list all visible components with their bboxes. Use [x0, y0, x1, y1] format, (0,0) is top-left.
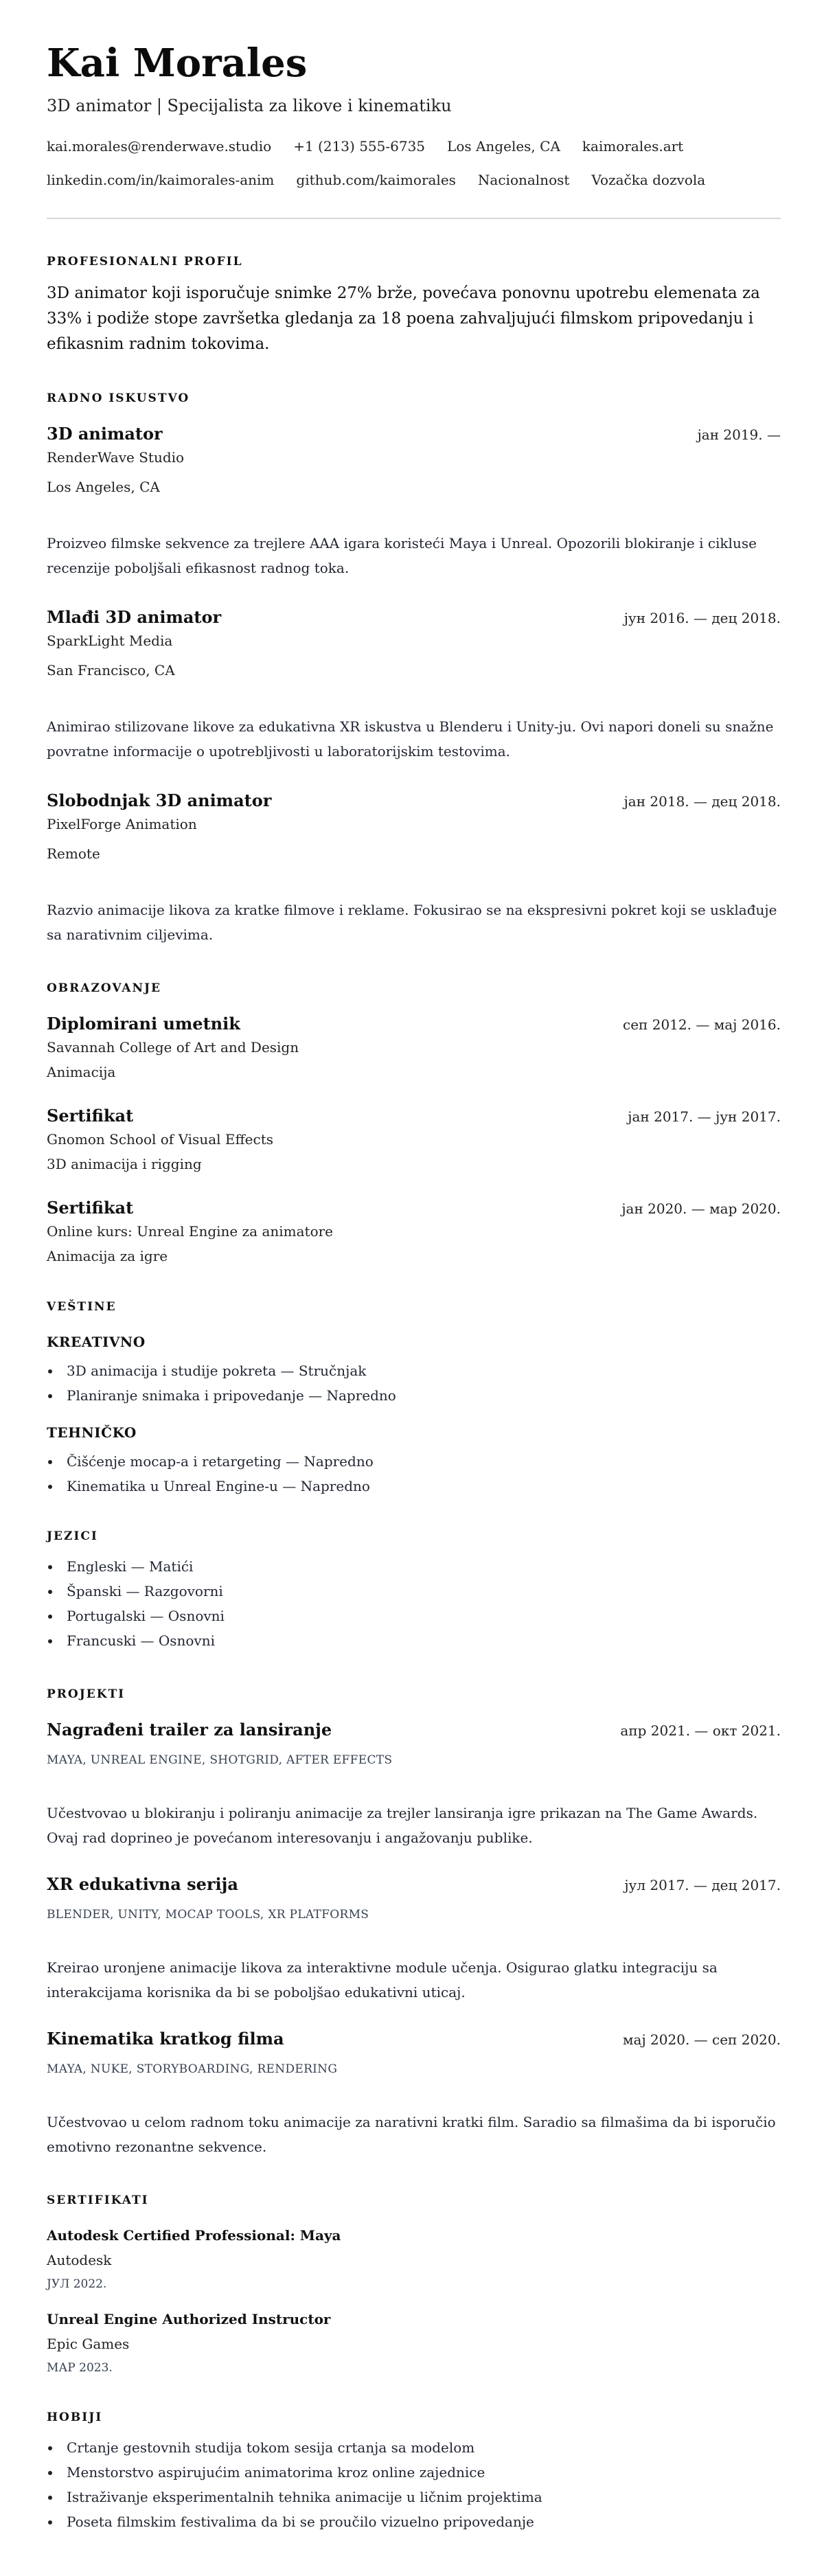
- project-tech: MAYA, UNREAL ENGINE, SHOTGRID, AFTER EFFECTS: [47, 1753, 393, 1767]
- project-title: Kinematika kratkog filma: [47, 2029, 284, 2049]
- certification-issuer: Epic Games: [47, 2336, 130, 2352]
- job-dates: јан 2018. — дец 2018.: [623, 793, 781, 810]
- language-item: Španski — Razgovorni: [47, 1579, 781, 1604]
- contact-phone[interactable]: +1 (213) 555-6735: [293, 138, 426, 155]
- project-entry: [47, 2029, 781, 2159]
- project-dates: апр 2021. — окт 2021.: [620, 1722, 781, 1739]
- project-dates: јул 2017. — дец 2017.: [624, 1877, 781, 1893]
- contact-linkedin[interactable]: linkedin.com/in/kaimorales-anim: [47, 172, 275, 188]
- job-title: Mlađi 3D animator: [47, 607, 222, 627]
- project-description: Kreirao uronjene animacije likova za interaktivne module učenja. Osigurao glatku integraciju sa interakcijama korisnika da bi se poboljšao edukativni uticaj.: [47, 1959, 718, 2001]
- project-entry: [47, 1874, 781, 2005]
- degree: Sertifikat: [47, 1198, 134, 1218]
- job-company: SparkLight Media: [47, 632, 173, 649]
- skill-item: 3D animacija i studije pokreta — Stručnjak: [47, 1358, 781, 1383]
- project-title: XR edukativna serija: [47, 1874, 238, 1894]
- skill-list: [47, 1449, 781, 1498]
- job-entry: [47, 607, 781, 764]
- profile-section: [47, 255, 781, 357]
- job-description: Proizveo filmske sekvence za trejlere AAA igara koristeći Maya i Unreal. Opozorili blokiranje i cikluse recenzije poboljšali efikasnost radnog toka.: [47, 535, 757, 576]
- certification-date: МАР 2023.: [47, 2361, 113, 2375]
- skill-item: Kinematika u Unreal Engine-u — Napredno: [47, 1474, 781, 1498]
- section-heading: JEZICI: [47, 1529, 98, 1543]
- skill-list: [47, 1358, 781, 1408]
- education-entry: [47, 1198, 781, 1266]
- project-tech: BLENDER, UNITY, MOCAP TOOLS, XR PLATFORMS: [47, 1908, 369, 1922]
- project-tech: MAYA, NUKE, STORYBOARDING, RENDERING: [47, 2062, 338, 2076]
- education-section: [47, 981, 781, 1266]
- education-entry: [47, 1014, 781, 1082]
- job-description: Razvio animacije likova za kratke filmove i reklame. Fokusirao se na ekspresivni pokret koji se usklađuje sa narativnim ciljevima.: [47, 902, 777, 943]
- contact-list: [47, 137, 781, 190]
- hobby-list: [47, 2435, 781, 2534]
- project-entry: [47, 1720, 781, 1850]
- contact-drivers-license: Vozačka dozvola: [591, 172, 706, 188]
- job-location: Los Angeles, CA: [47, 479, 160, 495]
- contact-website[interactable]: kaimorales.art: [582, 138, 684, 155]
- job-dates: јун 2016. — дец 2018.: [623, 610, 781, 626]
- job-location: San Francisco, CA: [47, 662, 175, 679]
- job-description: Animirao stilizovane likove za edukativna XR iskustva u Blenderu i Unity-ju. Ovi napori doneli su snažne povratne informacije o upotrebljivosti u laboratorijskim testovima.: [47, 718, 774, 760]
- project-dates: мај 2020. — сеп 2020.: [623, 2031, 781, 2048]
- section-heading: OBRAZOVANJE: [47, 981, 162, 995]
- job-title: Slobodnjak 3D animator: [47, 790, 272, 810]
- contact-nationality: Nacionalnost: [477, 172, 570, 188]
- project-description: Učestvovao u celom radnom toku animacije za narativni kratki film. Saradio sa filmašima da bi isporučio emotivno rezonantne sekvence.: [47, 2114, 776, 2155]
- certification-date: ЈУЛ 2022.: [47, 2277, 107, 2291]
- degree: Sertifikat: [47, 1106, 134, 1126]
- hobbies-section: [47, 2410, 781, 2534]
- profile-summary: 3D animator koji isporučuje snimke 27% brže, povećava ponovnu upotrebu elemenata za 33% i podiže stope završetka gledanja za 18 poena zahvaljujući filmskom pripovedanju i efikasnim radnim tokovima.: [47, 284, 760, 353]
- skill-item: Čišćenje mocap-a i retargeting — Napredno: [47, 1449, 781, 1474]
- language-item: Engleski — Matići: [47, 1554, 781, 1579]
- job-company: RenderWave Studio: [47, 449, 185, 466]
- education-dates: сеп 2012. — мај 2016.: [623, 1016, 781, 1033]
- section-heading: PROJEKTI: [47, 1687, 126, 1701]
- projects-section: [47, 1687, 781, 2159]
- certification-title: Autodesk Certified Professional: Maya: [47, 2227, 341, 2244]
- skills-section: [47, 1300, 781, 1498]
- degree: Diplomirani umetnik: [47, 1014, 240, 1034]
- hobby-item: Istraživanje eksperimentalnih tehnika animacije u ličnim projektima: [47, 2485, 781, 2509]
- hobby-item: Crtanje gestovnih studija tokom sesija crtanja sa modelom: [47, 2435, 781, 2460]
- contact-location: Los Angeles, CA: [447, 138, 560, 155]
- language-item: Francuski — Osnovni: [47, 1628, 781, 1653]
- field-of-study: 3D animacija i rigging: [47, 1156, 202, 1172]
- certification-issuer: Autodesk: [47, 2252, 112, 2268]
- job-entry: [47, 790, 781, 947]
- skill-group-heading: TEHNIČKO: [47, 1424, 137, 1441]
- education-entry: [47, 1106, 781, 1174]
- certification-entry: [47, 2310, 781, 2376]
- section-heading: RADNO ISKUSTVO: [47, 391, 190, 405]
- field-of-study: Animacija za igre: [47, 1248, 168, 1264]
- field-of-study: Animacija: [47, 1064, 116, 1080]
- experience-section: [47, 391, 781, 947]
- candidate-name: Kai Morales: [47, 41, 308, 86]
- certification-entry: [47, 2226, 781, 2292]
- section-heading: SERTIFIKATI: [47, 2193, 149, 2207]
- candidate-headline: 3D animator | Specijalista za likove i kinematiku: [47, 96, 452, 115]
- education-dates: јан 2017. — јун 2017.: [628, 1108, 781, 1125]
- job-company: PixelForge Animation: [47, 816, 197, 832]
- project-title: Nagrađeni trailer za lansiranje: [47, 1720, 332, 1740]
- skill-item: Planiranje snimaka i pripovedanje — Napredno: [47, 1383, 781, 1408]
- skill-group-heading: KREATIVNO: [47, 1334, 146, 1350]
- hobby-item: Menstorstvo aspirujućim animatorima kroz online zajednice: [47, 2460, 781, 2485]
- school: Gnomon School of Visual Effects: [47, 1131, 274, 1148]
- certification-title: Unreal Engine Authorized Instructor: [47, 2311, 331, 2327]
- hobby-item: Poseta filmskim festivalima da bi se proučilo vizuelno pripovedanje: [47, 2509, 781, 2534]
- school: Online kurs: Unreal Engine za animatore: [47, 1223, 334, 1240]
- section-heading: HOBIJI: [47, 2410, 103, 2424]
- language-list: [47, 1554, 781, 1653]
- job-entry: [47, 424, 781, 580]
- job-title: 3D animator: [47, 424, 163, 444]
- contact-github[interactable]: github.com/kaimorales: [296, 172, 456, 188]
- project-description: Učestvovao u blokiranju i poliranju animacije za trejler lansiranja igre prikazan na The Game Awards. Ovaj rad doprineo je povećanom interesovanju i angažovanju publike.: [47, 1805, 758, 1846]
- section-heading: PROFESIONALNI PROFIL: [47, 255, 243, 269]
- header-divider: [47, 218, 781, 219]
- section-heading: VEŠTINE: [47, 1300, 117, 1314]
- education-dates: јан 2020. — мар 2020.: [621, 1200, 781, 1217]
- job-location: Remote: [47, 845, 100, 862]
- contact-email[interactable]: kai.morales@renderwave.studio: [47, 138, 272, 155]
- school: Savannah College of Art and Design: [47, 1039, 299, 1056]
- languages-section: [47, 1529, 781, 1653]
- job-dates: јан 2019. —: [697, 426, 781, 443]
- resume-header: [47, 41, 781, 190]
- language-item: Portugalski — Osnovni: [47, 1604, 781, 1628]
- certifications-section: [47, 2193, 781, 2376]
